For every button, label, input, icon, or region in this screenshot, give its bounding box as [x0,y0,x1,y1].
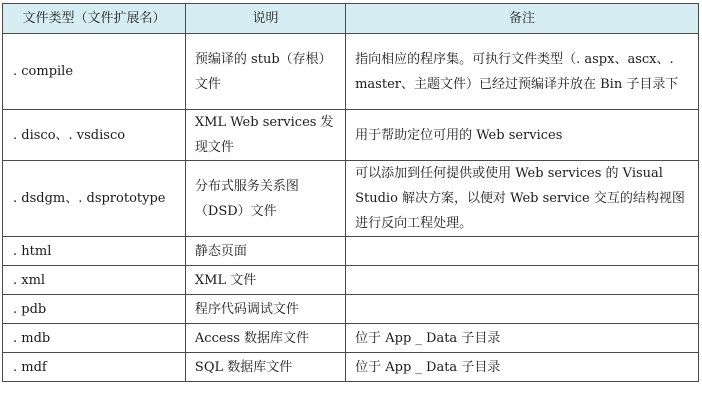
cell-remarks [346,237,699,266]
cell-description: 预编译的 stub（存根）文件 [185,34,345,110]
table-row [3,353,699,382]
cell-description: 静态页面 [185,237,345,266]
header-row [3,4,699,34]
table-header [3,4,699,34]
table-row [3,295,699,324]
cell-description: XML 文件 [185,266,345,295]
table-row [3,34,699,110]
cell-remarks: 位于 App _ Data 子目录 [346,324,699,353]
cell-description: 程序代码调试文件 [185,295,345,324]
cell-description: SQL 数据库文件 [185,353,345,382]
cell-remarks [346,266,699,295]
cell-description: Access 数据库文件 [185,324,345,353]
cell-description: XML Web services 发现文件 [185,110,345,161]
cell-extension: . compile [3,34,186,110]
cell-remarks: 用于帮助定位可用的 Web services [346,110,699,161]
cell-description: 分布式服务关系图（DSD）文件 [185,161,345,237]
table-row [3,324,699,353]
header-remarks: 备注 [346,4,699,34]
table-body [3,34,699,382]
table-row [3,266,699,295]
table-row [3,161,699,237]
cell-extension: . html [3,237,186,266]
cell-remarks [346,295,699,324]
cell-extension: . mdf [3,353,186,382]
cell-remarks: 位于 App _ Data 子目录 [346,353,699,382]
cell-extension: . xml [3,266,186,295]
table-row [3,237,699,266]
cell-extension: . pdb [3,295,186,324]
header-file-type: 文件类型（文件扩展名） [3,4,186,34]
cell-remarks: 可以添加到任何提供或使用 Web services 的 Visual Studio 解决方案，以便对 Web service 交互的结构视图进行反向工程处理。 [346,161,699,237]
cell-extension: . mdb [3,324,186,353]
cell-remarks: 指向相应的程序集。可执行文件类型（. aspx、ascx、. master、主题文件）已经过预编译并放在 Bin 子目录下 [346,34,699,110]
file-types-table [2,3,699,382]
cell-extension: . dsdgm、. dsprototype [3,161,186,237]
cell-extension: . disco、. vsdisco [3,110,186,161]
table-row [3,110,699,161]
header-description: 说明 [185,4,345,34]
